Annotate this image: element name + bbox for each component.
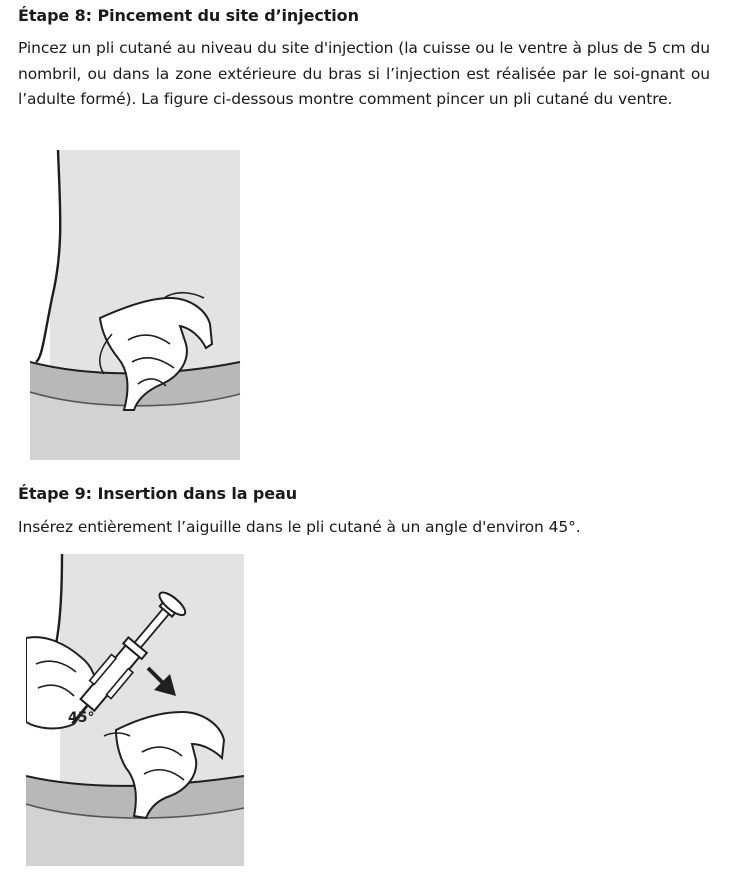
needle-insertion-illustration	[26, 554, 246, 868]
angle-label: 45°	[68, 710, 95, 726]
step8-heading: Étape 8: Pincement du site d’injection	[18, 6, 359, 25]
pinch-skin-fold-illustration	[30, 148, 242, 462]
step9-heading: Étape 9: Insertion dans la peau	[18, 484, 298, 503]
step8-paragraph: Pincez un pli cutané au niveau du site d'injection (la cuisse ou le ventre à plus de 5 cm du nombril, ou dans la zone extérieure du bras si l’injection est réalisée par le soi-gnant ou l’adulte formé). La figure ci-dessous montre comment pincer un pli cutané du ventre.	[18, 39, 710, 108]
step9-paragraph: Insérez entièrement l’aiguille dans le pli cutané à un angle d'environ 45°.	[18, 518, 581, 536]
